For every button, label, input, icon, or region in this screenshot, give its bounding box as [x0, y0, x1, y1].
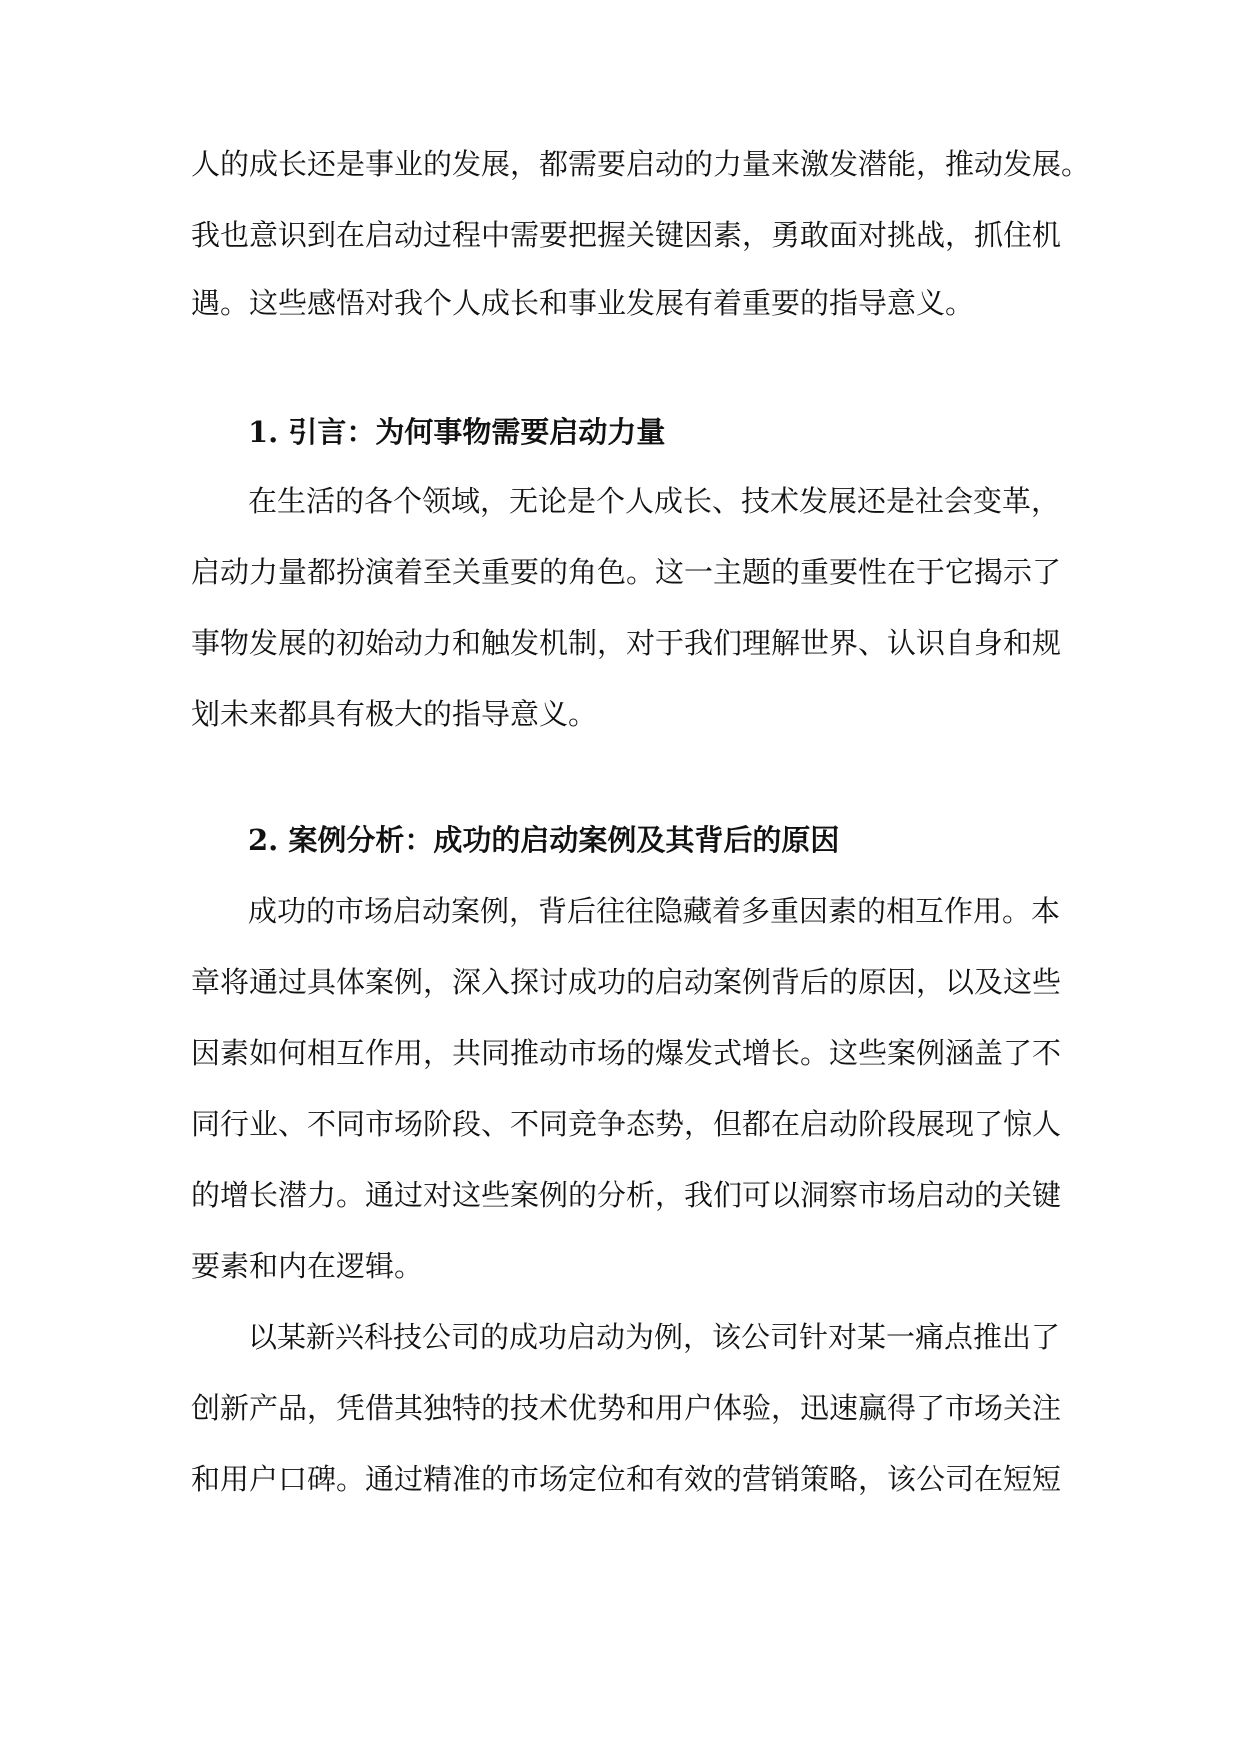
section-2-para-2-line-3: 和用户口碑。通过精准的市场定位和有效的营销策略，该公司在短短	[191, 1462, 1062, 1496]
section-2-para-2-line-2: 创新产品，凭借其独特的技术优势和用户体验，迅速赢得了市场关注	[191, 1391, 1062, 1425]
intro-line-1: 人的成长还是事业的发展，都需要启动的力量来激发潜能，推动发展。	[191, 147, 1091, 181]
section-1-line-1: 在生活的各个领域，无论是个人成长、技术发展还是社会变革，	[248, 484, 1061, 518]
section-2-para-1-line-6: 要素和内在逻辑。	[191, 1249, 424, 1283]
section-1-line-4: 划未来都具有极大的指导意义。	[191, 697, 598, 731]
intro-line-2: 我也意识到在启动过程中需要把握关键因素，勇敢面对挑战，抓住机	[191, 218, 1062, 252]
section-1-line-3: 事物发展的初始动力和触发机制，对于我们理解世界、认识自身和规	[191, 626, 1062, 660]
section-2-para-1-line-1: 成功的市场启动案例，背后往往隐藏着多重因素的相互作用。本	[248, 894, 1061, 928]
section-1-line-2: 启动力量都扮演着至关重要的角色。这一主题的重要性在于它揭示了	[191, 555, 1062, 589]
section-2-para-1-line-4: 同行业、不同市场阶段、不同竞争态势，但都在启动阶段展现了惊人	[191, 1107, 1062, 1141]
section-2-para-2-line-1: 以某新兴科技公司的成功启动为例，该公司针对某一痛点推出了	[248, 1320, 1061, 1354]
section-1-heading: 1. 引言：为何事物需要启动力量	[248, 415, 666, 449]
section-2-para-1-line-5: 的增长潜力。通过对这些案例的分析，我们可以洞察市场启动的关键	[191, 1178, 1062, 1212]
section-2-heading: 2. 案例分析：成功的启动案例及其背后的原因	[248, 823, 840, 857]
section-2-para-1-line-3: 因素如何相互作用，共同推动市场的爆发式增长。这些案例涵盖了不	[191, 1036, 1062, 1070]
intro-line-3: 遇。这些感悟对我个人成长和事业发展有着重要的指导意义。	[191, 286, 975, 320]
section-2-para-1-line-2: 章将通过具体案例，深入探讨成功的启动案例背后的原因，以及这些	[191, 965, 1062, 999]
